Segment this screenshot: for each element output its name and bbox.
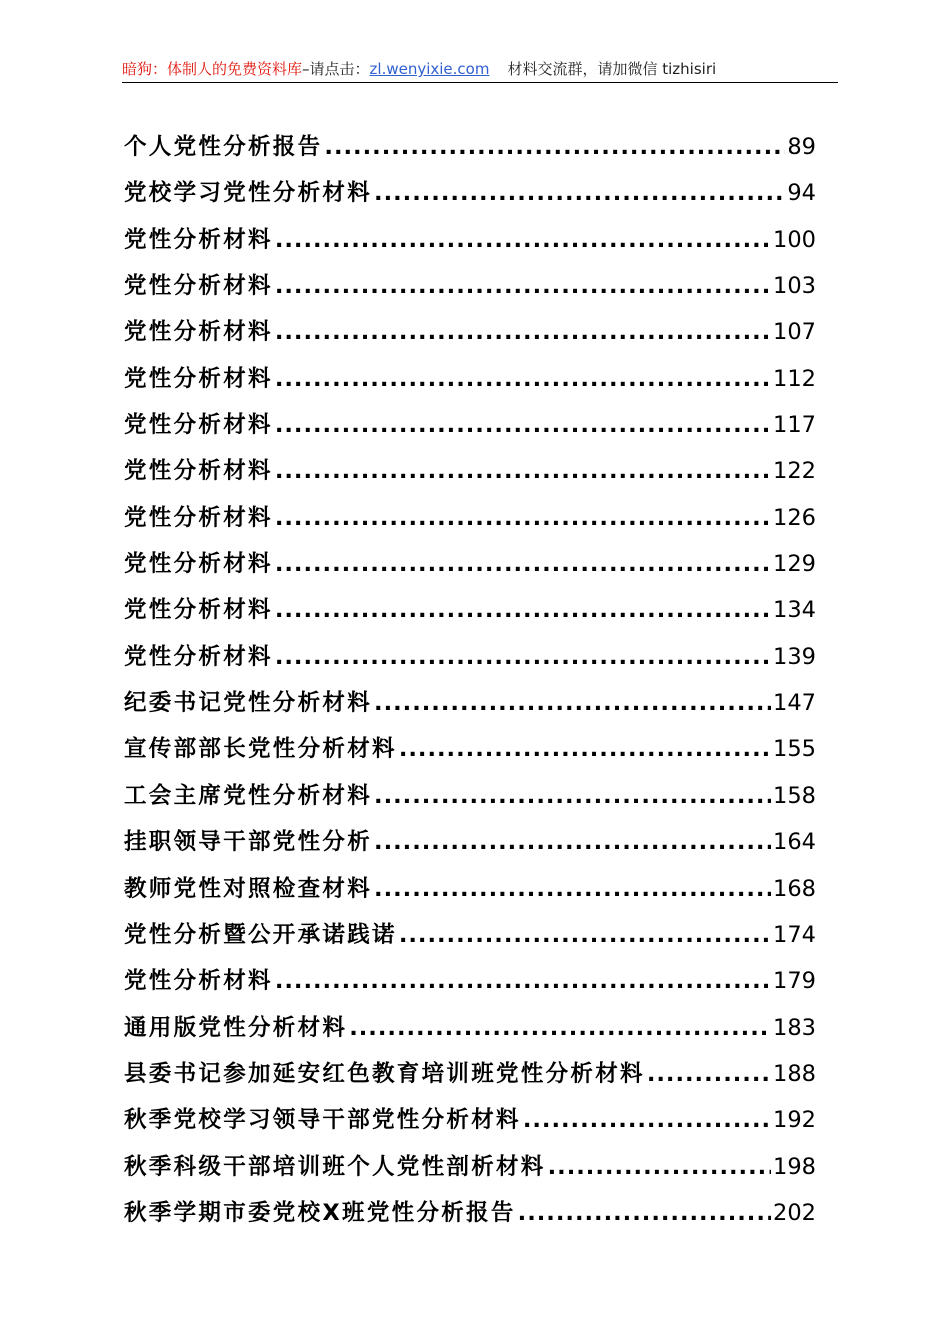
toc-entry[interactable] bbox=[124, 356, 816, 402]
toc-entry-title: 宣传部部长党性分析材料 bbox=[124, 736, 397, 763]
toc-entry-page: 89 bbox=[787, 134, 816, 160]
toc-entry[interactable] bbox=[124, 958, 816, 1004]
toc-entry-page: 179 bbox=[773, 968, 816, 995]
toc-entry-page: 198 bbox=[773, 1153, 816, 1180]
toc-entry-title: 党性分析材料 bbox=[124, 643, 273, 670]
toc-entry[interactable] bbox=[124, 541, 816, 587]
toc-entry-page: 183 bbox=[773, 1014, 816, 1041]
header-note: 材料交流群，请加微信 tizhisiri bbox=[507, 60, 717, 78]
toc-entry-title: 秋季学期市委党校X班党性分析报告 bbox=[124, 1199, 516, 1226]
toc-entry-page: 155 bbox=[773, 736, 816, 763]
toc-leader-dots bbox=[324, 124, 785, 170]
toc-entry-title: 党性分析暨公开承诺践诺 bbox=[124, 921, 397, 948]
toc-entry[interactable] bbox=[124, 170, 816, 216]
toc-entry-title: 党性分析材料 bbox=[124, 458, 273, 485]
toc-entry-title: 通用版党性分析材料 bbox=[124, 1014, 348, 1041]
toc-leader-dots bbox=[275, 263, 771, 309]
page-header bbox=[122, 58, 838, 83]
toc-entry-page: 202 bbox=[773, 1199, 816, 1226]
toc-entry[interactable] bbox=[124, 634, 816, 680]
toc-entry[interactable] bbox=[124, 402, 816, 448]
toc-entry[interactable] bbox=[124, 1051, 816, 1097]
header-link[interactable]: zl.wenyixie.com bbox=[369, 60, 490, 78]
toc-leader-dots bbox=[374, 680, 771, 726]
toc-entry-page: 129 bbox=[773, 551, 816, 578]
toc-entry-title: 党性分析材料 bbox=[124, 365, 273, 392]
header-click-prompt: –请点击： bbox=[302, 60, 370, 78]
toc-entry[interactable] bbox=[124, 1144, 816, 1190]
toc-entry-page: 158 bbox=[773, 782, 816, 809]
toc-entry[interactable] bbox=[124, 495, 816, 541]
toc-leader-dots bbox=[275, 634, 771, 680]
toc-entry[interactable] bbox=[124, 680, 816, 726]
toc-entry[interactable] bbox=[124, 587, 816, 633]
header-brand: 暗狗：体制人的免费资料库 bbox=[122, 60, 303, 78]
toc-leader-dots bbox=[518, 1190, 771, 1236]
toc-entry[interactable] bbox=[124, 1190, 816, 1236]
toc-entry-title: 县委书记参加延安红色教育培训班党性分析材料 bbox=[124, 1060, 645, 1087]
toc-entry-title: 个人党性分析报告 bbox=[124, 134, 323, 160]
toc-entry[interactable] bbox=[124, 124, 816, 170]
toc-leader-dots bbox=[548, 1144, 771, 1190]
toc-entry-page: 147 bbox=[773, 690, 816, 717]
toc-leader-dots bbox=[399, 912, 771, 958]
toc-leader-dots bbox=[374, 819, 771, 865]
toc-entry-page: 188 bbox=[773, 1060, 816, 1087]
toc-entry[interactable] bbox=[124, 217, 816, 263]
toc-entry[interactable] bbox=[124, 819, 816, 865]
toc-entry-page: 112 bbox=[773, 365, 816, 392]
toc-leader-dots bbox=[523, 1097, 771, 1143]
toc-entry-title: 党校学习党性分析材料 bbox=[124, 180, 373, 207]
toc-leader-dots bbox=[275, 541, 771, 587]
toc-entry-title: 党性分析材料 bbox=[124, 968, 273, 995]
toc-leader-dots bbox=[275, 402, 771, 448]
toc-entry-page: 126 bbox=[773, 504, 816, 531]
table-of-contents bbox=[124, 124, 816, 1236]
toc-leader-dots bbox=[275, 356, 771, 402]
toc-entry[interactable] bbox=[124, 309, 816, 355]
toc-entry-page: 100 bbox=[773, 226, 816, 253]
toc-entry-page: 139 bbox=[773, 643, 816, 670]
toc-entry-title: 党性分析材料 bbox=[124, 412, 273, 439]
toc-entry[interactable] bbox=[124, 263, 816, 309]
toc-leader-dots bbox=[275, 495, 771, 541]
toc-leader-dots bbox=[374, 170, 785, 216]
toc-entry-page: 168 bbox=[773, 875, 816, 902]
toc-entry-title: 党性分析材料 bbox=[124, 319, 273, 346]
toc-entry[interactable] bbox=[124, 866, 816, 912]
toc-entry-title: 挂职领导干部党性分析 bbox=[124, 829, 373, 856]
toc-entry[interactable] bbox=[124, 448, 816, 494]
toc-leader-dots bbox=[275, 217, 771, 263]
toc-leader-dots bbox=[275, 958, 771, 1004]
toc-entry[interactable] bbox=[124, 1005, 816, 1051]
toc-entry-page: 103 bbox=[773, 273, 816, 300]
toc-entry-page: 192 bbox=[773, 1107, 816, 1134]
toc-entry-page: 122 bbox=[773, 458, 816, 485]
toc-entry[interactable] bbox=[124, 912, 816, 958]
toc-entry-title: 教师党性对照检查材料 bbox=[124, 875, 373, 902]
toc-leader-dots bbox=[374, 866, 771, 912]
toc-entry-title: 党性分析材料 bbox=[124, 504, 273, 531]
toc-entry-title: 工会主席党性分析材料 bbox=[124, 782, 373, 809]
toc-entry-title: 党性分析材料 bbox=[124, 273, 273, 300]
toc-entry[interactable] bbox=[124, 726, 816, 772]
toc-leader-dots bbox=[275, 448, 771, 494]
toc-entry-title: 党性分析材料 bbox=[124, 597, 273, 624]
toc-entry[interactable] bbox=[124, 773, 816, 819]
toc-entry-page: 134 bbox=[773, 597, 816, 624]
toc-entry-page: 94 bbox=[787, 180, 816, 207]
toc-entry-title: 党性分析材料 bbox=[124, 226, 273, 253]
toc-entry-page: 164 bbox=[773, 829, 816, 856]
toc-entry-title: 纪委书记党性分析材料 bbox=[124, 690, 373, 717]
toc-leader-dots bbox=[349, 1005, 771, 1051]
toc-leader-dots bbox=[275, 587, 771, 633]
toc-leader-dots bbox=[647, 1051, 771, 1097]
toc-entry-title: 秋季党校学习领导干部党性分析材料 bbox=[124, 1107, 521, 1134]
toc-entry-page: 174 bbox=[773, 921, 816, 948]
toc-entry[interactable] bbox=[124, 1097, 816, 1143]
toc-entry-title: 秋季科级干部培训班个人党性剖析材料 bbox=[124, 1153, 546, 1180]
toc-entry-page: 107 bbox=[773, 319, 816, 346]
toc-leader-dots bbox=[399, 726, 771, 772]
toc-leader-dots bbox=[275, 309, 771, 355]
toc-leader-dots bbox=[374, 773, 771, 819]
toc-entry-page: 117 bbox=[773, 412, 816, 439]
toc-entry-title: 党性分析材料 bbox=[124, 551, 273, 578]
